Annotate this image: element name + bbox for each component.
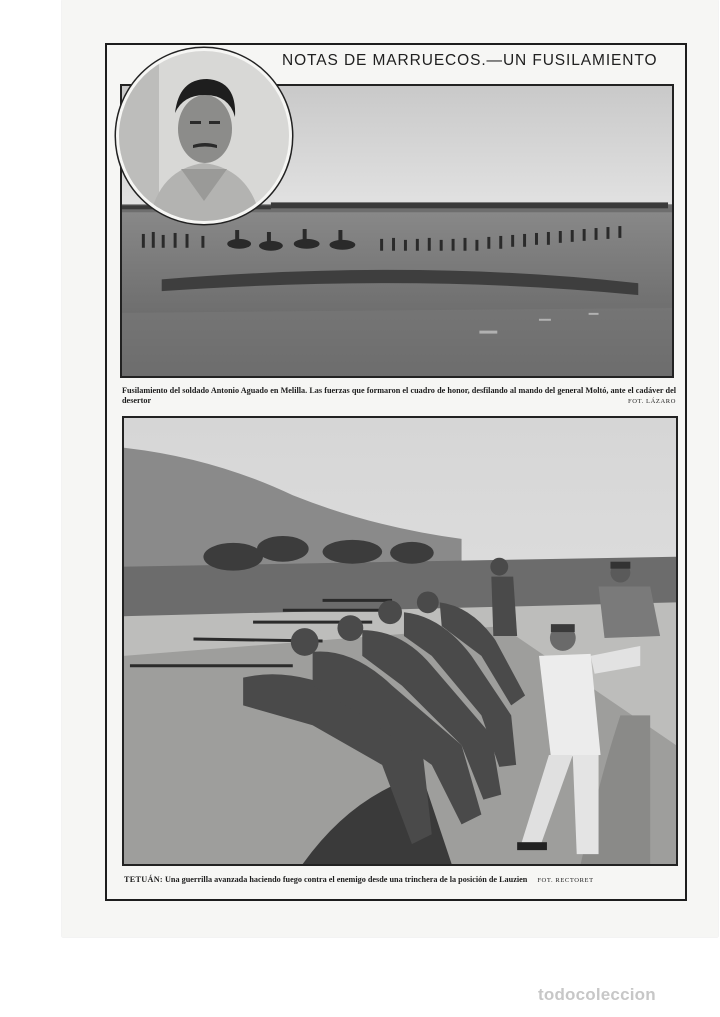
top-photo-caption-text: Fusilamiento del soldado Antonio Aguado en Melilla. Las fuerzas que formaron el cuadro de honor, desfilando al mando del general Moltó, ante el cadáver del desertor bbox=[122, 386, 676, 405]
bottom-photo-caption bbox=[124, 875, 680, 886]
trench-photo bbox=[122, 416, 678, 866]
bottom-photo-credit: FOT. RECTORET bbox=[537, 877, 594, 884]
bottom-photo-caption-text: Una guerrilla avanzada haciendo fuego contra el enemigo desde una trinchera de la posición de Lauzien bbox=[165, 875, 528, 884]
top-photo-caption bbox=[122, 386, 676, 407]
page-title: NOTAS DE MARRUECOS.—UN FUSILAMIENTO bbox=[282, 52, 658, 69]
bottom-photo-caption-place: TETUÁN: bbox=[124, 875, 163, 884]
watermark-logo: todocoleccion bbox=[538, 985, 656, 1004]
soldier-portrait bbox=[116, 48, 292, 224]
top-photo-credit: FOT. LÁZARO bbox=[627, 398, 676, 405]
